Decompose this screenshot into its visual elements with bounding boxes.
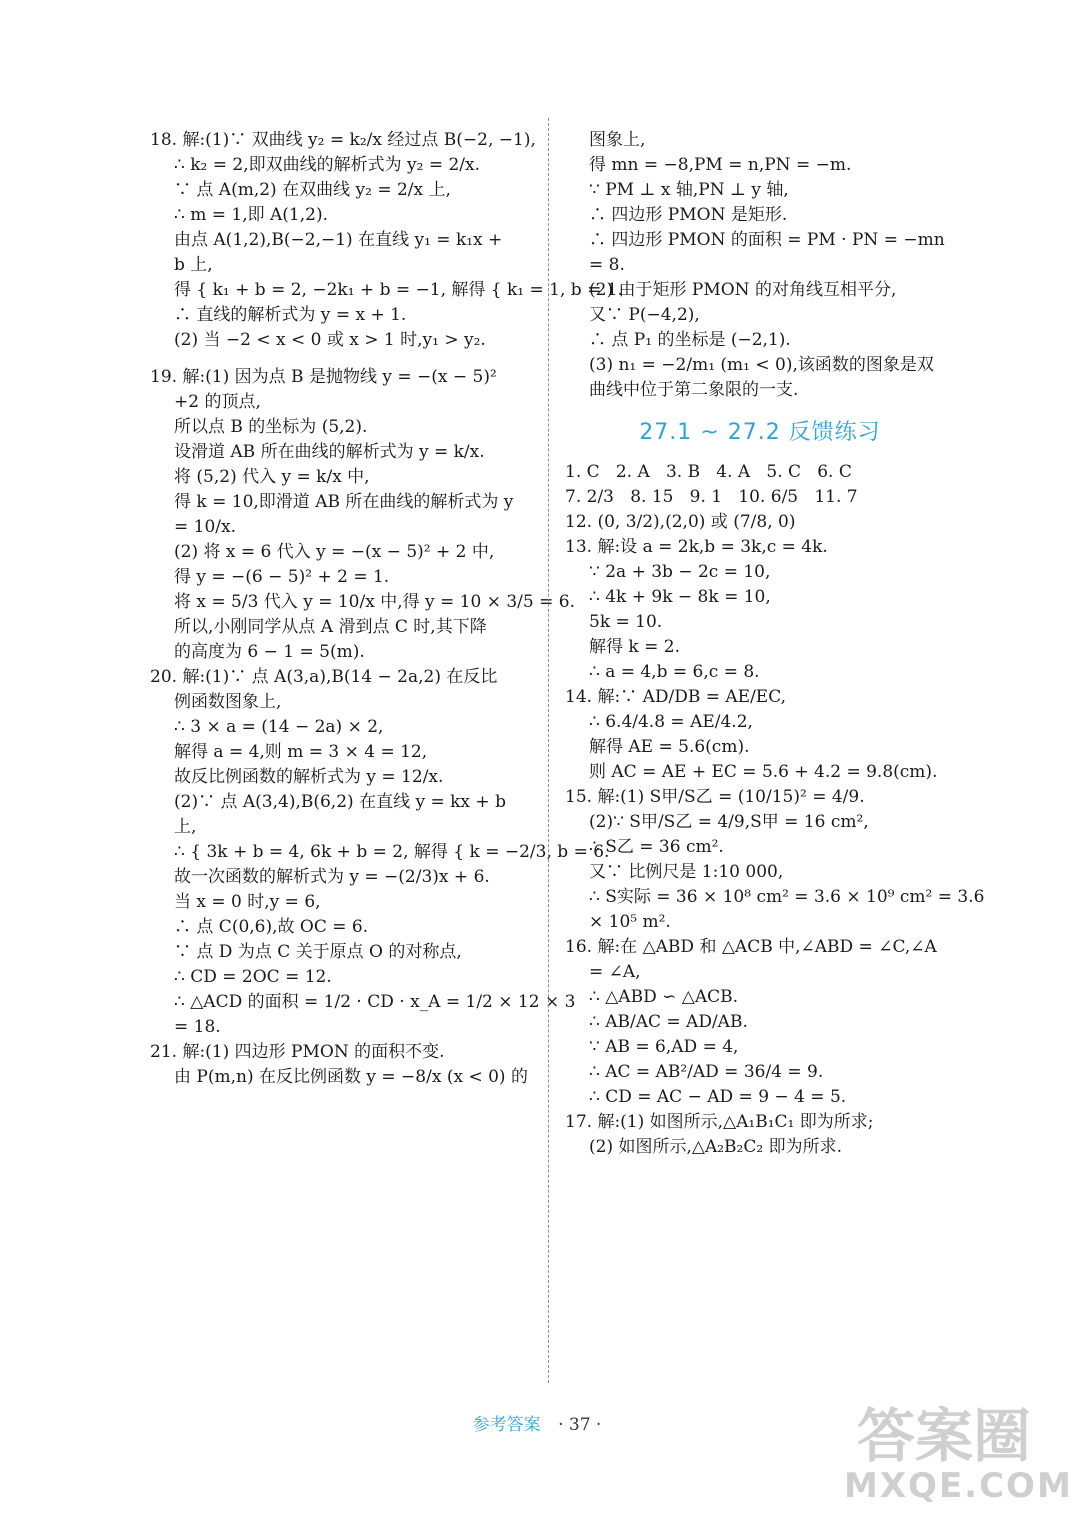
answer-line: 7. 2/3 8. 15 9. 1 10. 6/5 11. 7 [565, 487, 858, 507]
answer-line: ∵ PM ⊥ x 轴,PN ⊥ y 轴, [589, 180, 789, 200]
answer-line: = ∠A, [589, 962, 641, 982]
answer-line: (2) 如图所示,△A₂B₂C₂ 即为所求. [589, 1137, 842, 1157]
answer-line: +2 的顶点, [174, 392, 261, 412]
answer-line: 得 y = −(6 − 5)² + 2 = 1. [174, 567, 390, 587]
answer-line: 由点 A(1,2),B(−2,−1) 在直线 y₁ = k₁x + [174, 230, 503, 250]
answer-line: 故一次函数的解析式为 y = −(2/3)x + 6. [174, 867, 490, 887]
answer-line: ∴ △ABD ∽ △ACB. [589, 987, 738, 1007]
answer-line: = 18. [174, 1017, 221, 1037]
answer-line: 例函数图象上, [174, 692, 282, 712]
watermark-site: MXQE.COM [844, 1466, 1073, 1506]
answer-line: ∴ k₂ = 2,即双曲线的解析式为 y₂ = 2/x. [174, 155, 481, 175]
section-title: 27.1 ~ 27.2 反馈练习 [639, 420, 881, 445]
answer-line: (2)∵ S甲/S乙 = 4/9,S甲 = 16 cm², [589, 812, 869, 832]
answer-line: 由 P(m,n) 在反比例函数 y = −8/x (x < 0) 的 [174, 1067, 528, 1087]
answer-line: ∴ 3 × a = (14 − 2a) × 2, [174, 717, 384, 737]
answer-line: ∵ 2a + 3b − 2c = 10, [589, 562, 771, 582]
answer-line: 14. 解:∵ AD/DB = AE/EC, [565, 687, 787, 707]
answer-line: 20. 解:(1)∵ 点 A(3,a),B(14 − 2a,2) 在反比 [150, 667, 498, 687]
answer-line: 故反比例函数的解析式为 y = 12/x. [174, 767, 444, 787]
answer-line: 图象上, [589, 130, 646, 150]
answer-line: ∵ AB = 6,AD = 4, [589, 1037, 739, 1057]
answer-line: 得 { k₁ + b = 2, −2k₁ + b = −1, 解得 { k₁ = 1, b = 1. [174, 280, 623, 300]
answer-line: ∴ 四边形 PMON 是矩形. [589, 205, 788, 225]
answer-line: 又∵ 比例尺是 1:10 000, [589, 862, 784, 882]
answer-line: 解得 k = 2. [589, 637, 680, 657]
answer-line: ∴ S实际 = 36 × 10⁸ cm² = 3.6 × 10⁹ cm² = 3.6 [589, 887, 985, 907]
answer-line: 的高度为 6 − 1 = 5(m). [174, 642, 365, 662]
watermark-glyphs: 答案圈 [856, 1402, 1031, 1470]
answer-line: 设滑道 AB 所在曲线的解析式为 y = k/x. [174, 442, 485, 462]
answer-line: × 10⁵ m². [589, 912, 671, 932]
answer-line: 解得 AE = 5.6(cm). [589, 737, 750, 757]
answer-line: 1. C 2. A 3. B 4. A 5. C 6. C [565, 462, 852, 482]
answer-line: ∵ 点 A(m,2) 在双曲线 y₂ = 2/x 上, [174, 180, 451, 200]
answer-line: ∴ AB/AC = AD/AB. [589, 1012, 748, 1032]
right-column [565, 128, 985, 1160]
answer-line: 得 k = 10,即滑道 AB 所在曲线的解析式为 y [174, 492, 514, 512]
answer-line: 13. 解:设 a = 2k,b = 3k,c = 4k. [565, 537, 828, 557]
right-column-bottom [565, 460, 985, 1159]
page-number: · 37 · [558, 1415, 602, 1435]
answer-line: ∴ 4k + 9k − 8k = 10, [589, 587, 771, 607]
answer-line: ∴ 点 P₁ 的坐标是 (−2,1). [589, 330, 791, 350]
answer-line: 当 x = 0 时,y = 6, [174, 892, 321, 912]
answer-line: 15. 解:(1) S甲/S乙 = (10/15)² = 4/9. [565, 787, 865, 807]
answer-line: 上, [174, 817, 197, 837]
answer-line: 将 (5,2) 代入 y = k/x 中, [174, 467, 370, 487]
answer-line: ∴ S乙 = 36 cm². [589, 837, 724, 857]
answer-line: ∵ 点 D 为点 C 关于原点 O 的对称点, [174, 942, 462, 962]
answer-line: ∴ a = 4,b = 6,c = 8. [589, 662, 760, 682]
answer-line: (2) 当 −2 < x < 0 或 x > 1 时,y₁ > y₂. [174, 330, 486, 350]
answer-line: 解得 a = 4,则 m = 3 × 4 = 12, [174, 742, 428, 762]
answer-line: ∴ { 3k + b = 4, 6k + b = 2, 解得 { k = −2/3, b = 6. [174, 842, 610, 862]
footer-label: 参考答案 [472, 1415, 541, 1435]
answer-line: 17. 解:(1) 如图所示,△A₁B₁C₁ 即为所求; [565, 1112, 874, 1132]
answer-line: 5k = 10. [589, 612, 663, 632]
answer-line: ∴ AC = AB²/AD = 36/4 = 9. [589, 1062, 824, 1082]
answer-line: ∴ 直线的解析式为 y = x + 1. [174, 305, 407, 325]
answer-line: = 8. [589, 255, 625, 275]
answer-line: ∴ 6.4/4.8 = AE/4.2, [589, 712, 753, 732]
answer-line: 16. 解:在 △ABD 和 △ACB 中,∠ABD = ∠C,∠A [565, 937, 937, 957]
answer-line: (2)∵ 点 A(3,4),B(6,2) 在直线 y = kx + b [174, 792, 506, 812]
answer-line: (3) n₁ = −2/m₁ (m₁ < 0),该函数的图象是双 [589, 355, 934, 375]
answer-line: ∴ △ACD 的面积 = 1/2 · CD · x_A = 1/2 × 12 × 3 [174, 992, 576, 1012]
right-column-top [565, 128, 955, 402]
answer-line: 18. 解:(1)∵ 双曲线 y₂ = k₂/x 经过点 B(−2, −1), [150, 130, 536, 150]
answer-line: 将 x = 5/3 代入 y = 10/x 中,得 y = 10 × 3/5 = 6. [174, 592, 575, 612]
answer-line: 得 mn = −8,PM = n,PN = −m. [589, 155, 852, 175]
answer-line: 曲线中位于第二象限的一支. [589, 380, 799, 400]
answer-line: (2) 将 x = 6 代入 y = −(x − 5)² + 2 中, [174, 542, 495, 562]
answer-line: b 上, [174, 255, 213, 275]
answer-line: 所以点 B 的坐标为 (5,2). [174, 417, 368, 437]
answer-line: 则 AC = AE + EC = 5.6 + 4.2 = 9.8(cm). [589, 762, 938, 782]
answer-line: ∴ CD = 2OC = 12. [174, 967, 332, 987]
answer-line: ∴ CD = AC − AD = 9 − 4 = 5. [589, 1087, 847, 1107]
left-column [150, 128, 623, 1090]
answer-line: = 10/x. [174, 517, 236, 537]
answer-line: 19. 解:(1) 因为点 B 是抛物线 y = −(x − 5)² [150, 367, 497, 387]
blank-spacer [150, 353, 540, 365]
answer-line: ∴ m = 1,即 A(1,2). [174, 205, 328, 225]
answer-line: ∴ 四边形 PMON 的面积 = PM · PN = −mn [589, 230, 945, 250]
answer-line: ∴ 点 C(0,6),故 OC = 6. [174, 917, 369, 937]
answer-line: 又∵ P(−4,2), [589, 305, 700, 325]
column-divider [548, 118, 549, 1383]
answer-line: (2) 由于矩形 PMON 的对角线互相平分, [589, 280, 897, 300]
answer-line: 12. (0, 3/2),(2,0) 或 (7/8, 0) [565, 512, 796, 532]
answer-line: 21. 解:(1) 四边形 PMON 的面积不变. [150, 1042, 445, 1062]
watermark-logo [844, 1402, 1073, 1514]
answer-line: 所以,小刚同学从点 A 滑到点 C 时,其下降 [174, 617, 487, 637]
